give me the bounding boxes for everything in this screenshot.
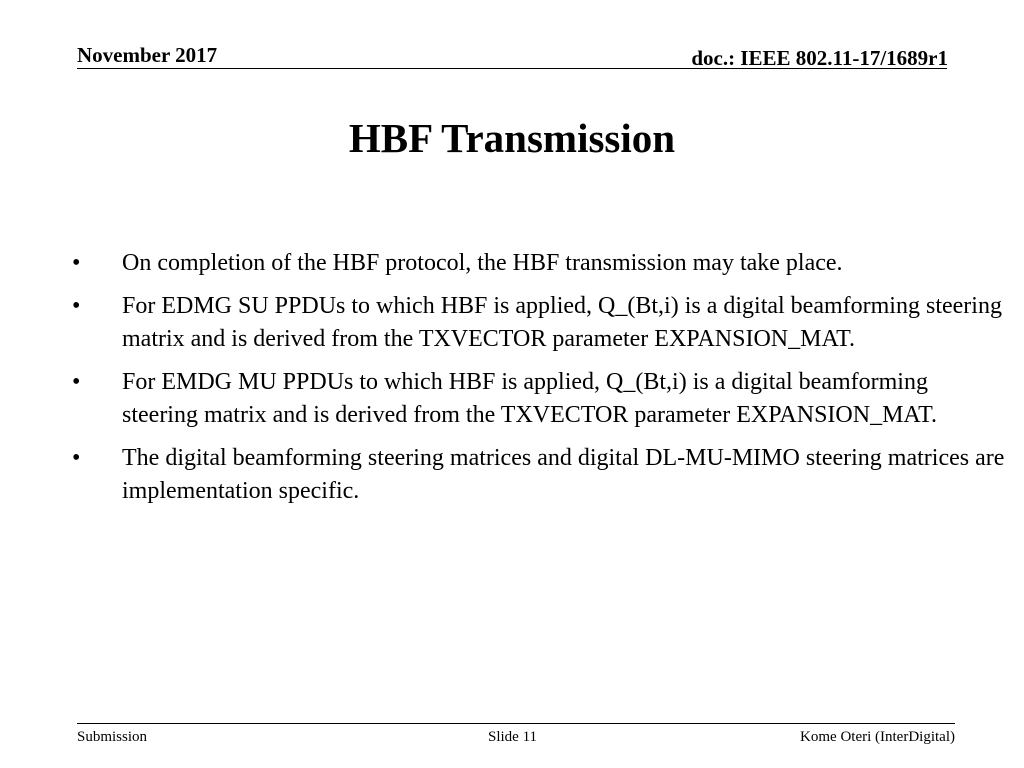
- header-document-id: doc.: IEEE 802.11-17/1689r1: [691, 46, 948, 70]
- bullet-text-2: For EDMG SU PPDUs to which HBF is applied, Q_(Bt,i) is a digital beamforming steering matrix and is derived from the TXVECTOR parameter EXPANSION_MAT.: [122, 293, 1002, 352]
- bullet-text-1: On completion of the HBF protocol, the HBF transmission may take place.: [122, 250, 843, 276]
- bullet-dot-icon: •: [72, 250, 81, 276]
- bullet-text-3: For EMDG MU PPDUs to which HBF is applied, Q_(Bt,i) is a digital beamforming steering matrix and is derived from the TXVECTOR parameter EXPANSION_MAT.: [122, 369, 937, 428]
- bullet-dot-icon: •: [72, 293, 81, 319]
- footer-author: Kome Oteri (InterDigital): [800, 729, 955, 745]
- bullet-item-3: [68, 366, 1008, 432]
- bullet-item-1: [68, 247, 1008, 280]
- header-divider: [77, 68, 947, 69]
- footer-divider: [77, 723, 955, 724]
- bullet-item-2: [68, 290, 1008, 356]
- footer-submission: Submission: [77, 729, 148, 745]
- bullet-dot-icon: •: [72, 445, 81, 471]
- bullet-text-4: The digital beamforming steering matrices and digital DL-MU-MIMO steering matrices are implementation specific.: [122, 445, 1005, 504]
- bullet-dot-icon: •: [72, 369, 81, 395]
- header-date: November 2017: [77, 43, 218, 67]
- slide-title: HBF Transmission: [348, 115, 676, 161]
- bullet-list: [68, 247, 1008, 518]
- bullet-item-4: [68, 442, 1008, 508]
- footer-slide-number: Slide 11: [488, 729, 538, 745]
